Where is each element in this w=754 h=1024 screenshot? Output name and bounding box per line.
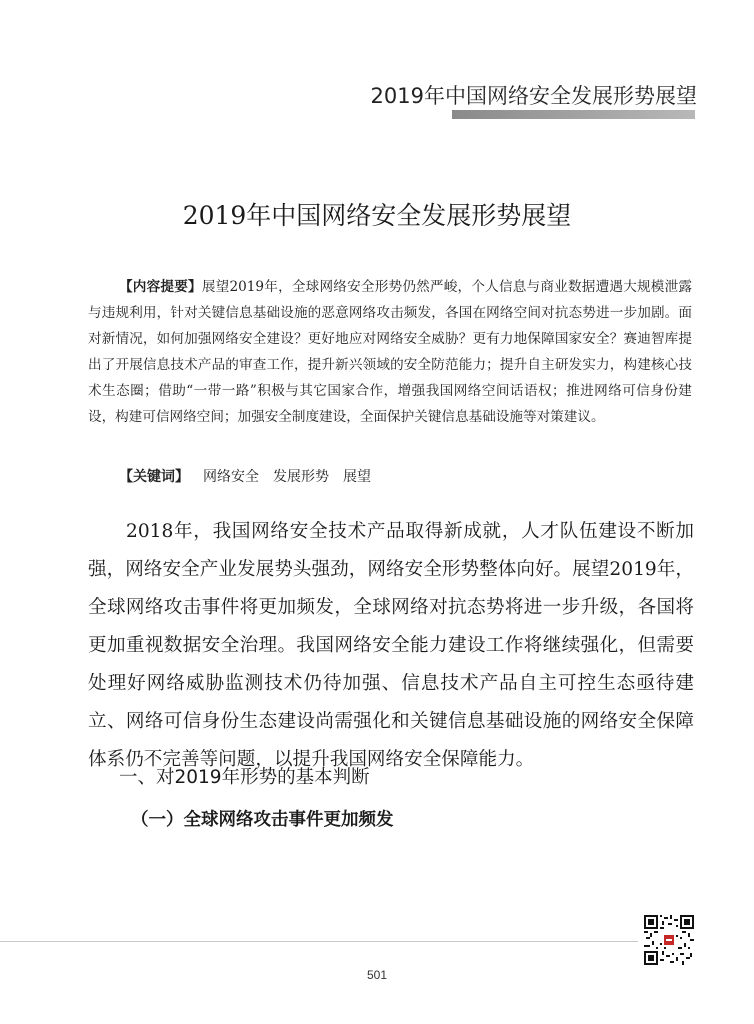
header-rule [452, 110, 695, 119]
subsection-heading: （一）全球网络攻击事件更加频发 [131, 810, 394, 830]
page-number: 501 [366, 968, 388, 982]
keyword-item: 网络安全 [203, 469, 259, 485]
abstract-text: 展望2019年，全球网络安全形势仍然严峻，个人信息与商业数据遭遇大规模泄露与违规利用，针对关键信息基础设施的恶意网络攻击频发，各国在网络空间对抗态势进一步加剧。面对新情况，如何加强网络安全建设？更好地应对网络安全威胁？更有力地保障国家安全？赛迪智库提出了开展信息技术产品的审查工作，提升新兴领域的安全防范能力；提升自主研发实力，构建核心技术生态圈；借助“一带一路”积极与其它国家合作，增强我国网络空间话语权；推进网络可信身份建设，构建可信网络空间；加强安全制度建设，全面保护关键信息基础设施等对策建议。 [88, 279, 693, 425]
keywords-line [119, 466, 371, 486]
keywords-label: 【关键词】 [119, 469, 189, 485]
section-heading: 一、对2019年形势的基本判断 [119, 767, 370, 788]
running-header-title: 2019年中国网络安全发展形势展望 [370, 84, 697, 108]
keyword-item: 发展形势 [273, 469, 329, 485]
footer-rule [0, 941, 638, 942]
keyword-item: 展望 [343, 469, 371, 485]
body-paragraph: 2018年，我国网络安全技术产品取得新成就，人才队伍建设不断加强，网络安全产业发展势头强劲，网络安全形势整体向好。展望2019年，全球网络攻击事件将更加频发，全球网络对抗态势将进一步升级，各国将更加重视数据安全治理。我国网络安全能力建设工作将继续强化，但需要处理好网络威胁监测技术仍待加强、信息技术产品自主可控生态亟待建立、网络可信身份生态建设尚需强化和关键信息基础设施的网络安全保障体系仍不完善等问题，以提升我国网络安全保障能力。 [88, 521, 694, 770]
abstract-paragraph [88, 274, 692, 430]
abstract-label: 【内容提要】 [119, 279, 202, 295]
page-title: 2019年中国网络安全发展形势展望 [182, 201, 572, 230]
qr-code-icon [644, 915, 694, 965]
